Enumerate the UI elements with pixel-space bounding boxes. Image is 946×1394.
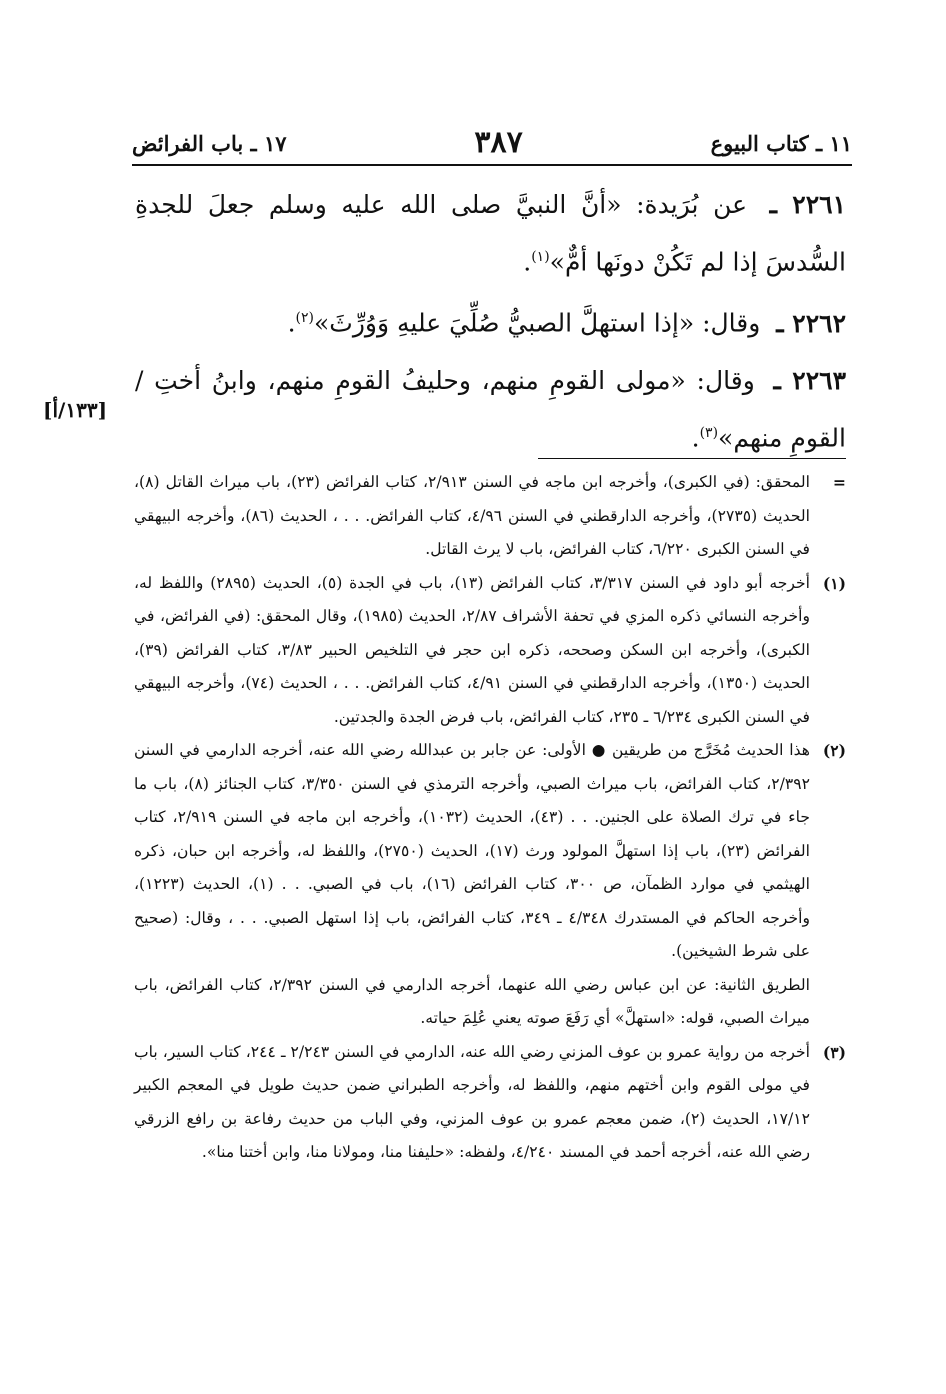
footnote-2 xyxy=(134,734,846,969)
footnote-number: (٢) xyxy=(822,741,846,760)
footnote-number: (١) xyxy=(822,573,846,593)
footnotes xyxy=(134,466,846,1170)
footnote-number xyxy=(810,969,846,1036)
footnote-ref: (١) xyxy=(531,249,550,265)
footnote-text: المحقق: (في الكبرى)، وأخرجه ابن ماجه في السنن ٢/٩١٣، كتاب الفرائض (٢٣)، باب ميراث القاتل (٨)، الحديث (٢٧٣٥)، وأخرجه الدارقطني في السنن ٤/٩٦، كتاب الفرائض. . . ، الحديث (٨٦)، وأخرجه البيهقي في السنن الكبرى ٦/٢٢٠، كتاب الفرائض، باب لا يرث القاتل. xyxy=(134,473,810,558)
hadith-2261: ٢٢٦١ ـ عن بُرَيدة: «أنَّ النبيَّ صلى الله عليه وسلم جعلَ للجدةِ السُّدسَ إذا لم تَكُنْ دونَها أمٌّ»$^{(١)}$. xyxy=(135,190,846,277)
hadith-number: ٢٢٦٢ ـ xyxy=(776,308,846,338)
header-book-title: ١١ ـ كتاب البيوع xyxy=(710,131,852,156)
page-number: ٣٨٧ xyxy=(474,125,523,160)
footnote-continued xyxy=(134,466,846,567)
hadith-text: وقال: «إذا استهلَّ الصبيُّ صُلِّيَ عليهِ وَوُرِّثَ» xyxy=(314,308,761,338)
hadith-2262: ٢٢٦٢ ـ وقال: «إذا استهلَّ الصبيُّ صُلِّيَ عليهِ وَوُرِّثَ»$^{(٢)}$. xyxy=(287,308,846,338)
manuscript-folio-marker: [١٣٣/أ] xyxy=(43,398,108,422)
footnote-number: = xyxy=(832,473,846,492)
footnote-ref: (٣) xyxy=(699,424,719,441)
running-header xyxy=(132,116,852,166)
footnote-text: أخرجه من رواية عمرو بن عوف المزني رضي الله عنه، الدارمي في السنن ٢/٢٤٣ ـ ٢٤٤، كتاب السير، باب في مولى القوم وابن أختهم منهم، واللفظ له، وأخرجه الطبراني ضمن حديث طويل في المعجم الكبير ١٧/١٢، الحديث (٢)، ضمن معجم عمرو بن عوف المزني، وفي الباب من حديث رفاعة بن رافع الزرقي رضي الله عنه، أخرجه أحمد في المسند ٤/٢٤٠، ولفظه: «حليفنا منا، ومولانا منا، وابن أختنا منا». xyxy=(134,1042,811,1161)
hadith-text: عن بُرَيدة: «أنَّ النبيَّ صلى الله عليه وسلم جعلَ للجدةِ السُّدسَ إذا لم تَكُنْ دونَها أمٌّ» xyxy=(135,190,846,277)
hadith-text: وقال: «مولى القومِ منهم، وحليفُ القومِ منهم، وابنُ أختِ / القومِ منهم» xyxy=(135,365,846,452)
footnote-text: الطريق الثانية: عن ابن عباس رضي الله عنهما، أخرجه الدارمي في السنن ٢/٣٩٢، كتاب الفرائض، باب ميراث الصبي، قوله: «استهلَّ» أي رَفَعَ صوته يعني عُلِمَ حياته. xyxy=(134,975,810,1027)
hadith-number: ٢٢٦١ ـ xyxy=(769,190,846,219)
footnote-text: هذا الحديث مُخَرَّج من طريقين ● الأولى: عن جابر بن عبدالله رضي الله عنه، أخرجه الدارمي في السنن ٢/٣٩٢، كتاب الفرائض، باب ميراث الصبي، وأخرجه الترمذي في السنن ٣/٣٥٠، كتاب الجنائز (٨)، باب ما جاء في ترك الصلاة على الجنين. . . (٤٣)، الحديث (١٠٣٢)، وأخرجه ابن ماجه في السنن ٢/٩١٩، كتاب الفرائض (٢٣)، باب إذا استهلَّ المولود ورث (١٧)، الحديث (٢٧٥٠)، واللفظ له، وأخرجه ابن حبان، ذكره الهيثمي في موارد الظمآن، ص ٣٠٠، كتاب الفرائض (١٦)، باب في الصبي. . . (١)، الحديث (١٢٢٣)، وأخرجه الحاكم في المستدرك ٤/٣٤٨ ـ ٣٤٩، كتاب الفرائض، باب إذا استهل الصبي. . . ، وقال: (صحيح على شرط الشيخين). xyxy=(134,741,811,960)
footnote-number: (٣) xyxy=(822,1042,846,1062)
footnote-1 xyxy=(134,567,846,735)
footnote-separator xyxy=(538,458,846,459)
hadith-text-block xyxy=(43,178,847,468)
hadith-number: ٢٢٦٣ ـ xyxy=(773,365,847,395)
header-chapter-title: ١٧ ـ باب الفرائض xyxy=(132,131,287,156)
footnote-3 xyxy=(134,1036,846,1170)
footnote-2-second-path xyxy=(134,969,846,1036)
hadith-2263: ٢٢٦٣ ـ وقال: «مولى القومِ منهم، وحليفُ القومِ منهم، وابنُ أختِ / القومِ منهم»$^{(٣)}$. xyxy=(135,365,847,452)
footnote-text: أخرجه أبو داود في السنن ٣/٣١٧، كتاب الفرائض (١٣)، باب في الجدة (٥)، الحديث (٢٨٩٥) واللفظ له، وأخرجه النسائي ذكره المزي في تحفة الأشراف ٢/٨٧، الحديث (١٩٨٥)، وقال المحقق: (في الفرائض، في الكبرى)، وأخرجه ابن السكن وصححه، ذكره ابن حجر في التلخيص الحبير ٣/٨٣، كتاب الفرائض (٣٩)، الحديث (١٣٥٠)، وأخرجه الدارقطني في السنن ٤/٩١، كتاب الفرائض. . . ، الحديث (٧٤)، وأخرجه البيهقي في السنن الكبرى ٦/٢٣٤ ـ ٢٣٥، كتاب الفرائض، باب فرض الجدة والجدتين. xyxy=(134,573,811,726)
footnote-ref: (٢) xyxy=(295,310,315,327)
